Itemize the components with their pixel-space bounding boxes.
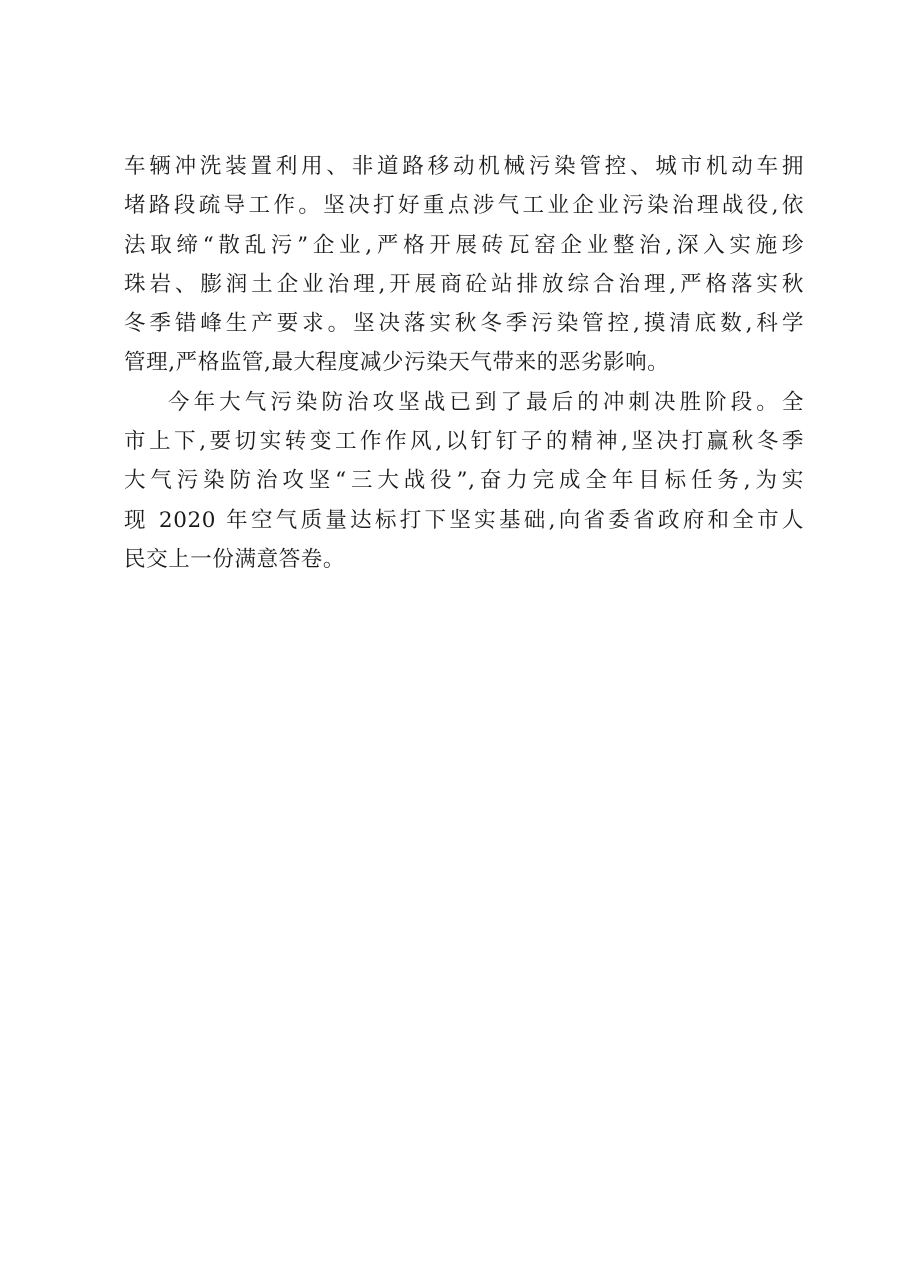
paragraph-line: 冬季错峰生产要求。坚决落实秋冬季污染管控,摸清底数,科学	[124, 311, 804, 337]
paragraph-2	[124, 383, 804, 579]
document-body	[124, 147, 804, 579]
paragraph-line: 车辆冲洗装置利用、非道路移动机械污染管控、城市机动车拥	[124, 154, 804, 179]
paragraph-line: 管理,严格监管,最大程度减少污染天气带来的恶劣影响。	[124, 350, 670, 376]
paragraph-line: 珠岩、膨润土企业治理,开展商砼站排放综合治理,严格落实秋	[124, 271, 804, 297]
paragraph-1	[124, 147, 804, 383]
paragraph-line: 今年大气污染防治攻坚战已到了最后的冲刺决胜阶段。全	[168, 389, 804, 415]
paragraph-line: 法取缔“散乱污”企业,严格开展砖瓦窑企业整治,深入实施珍	[124, 232, 804, 258]
paragraph-line: 大气污染防治攻坚“三大战役”,奋力完成全年目标任务,为实	[124, 468, 804, 494]
paragraph-line: 民交上一份满意答卷。	[124, 546, 346, 572]
paragraph-line: 堵路段疏导工作。坚决打好重点涉气工业企业污染治理战役,依	[124, 193, 804, 219]
paragraph-line: 现 2020 年空气质量达标打下坚实基础,向省委省政府和全市人	[124, 507, 804, 533]
paragraph-line: 市上下,要切实转变工作作风,以钉钉子的精神,坚决打赢秋冬季	[124, 429, 804, 455]
